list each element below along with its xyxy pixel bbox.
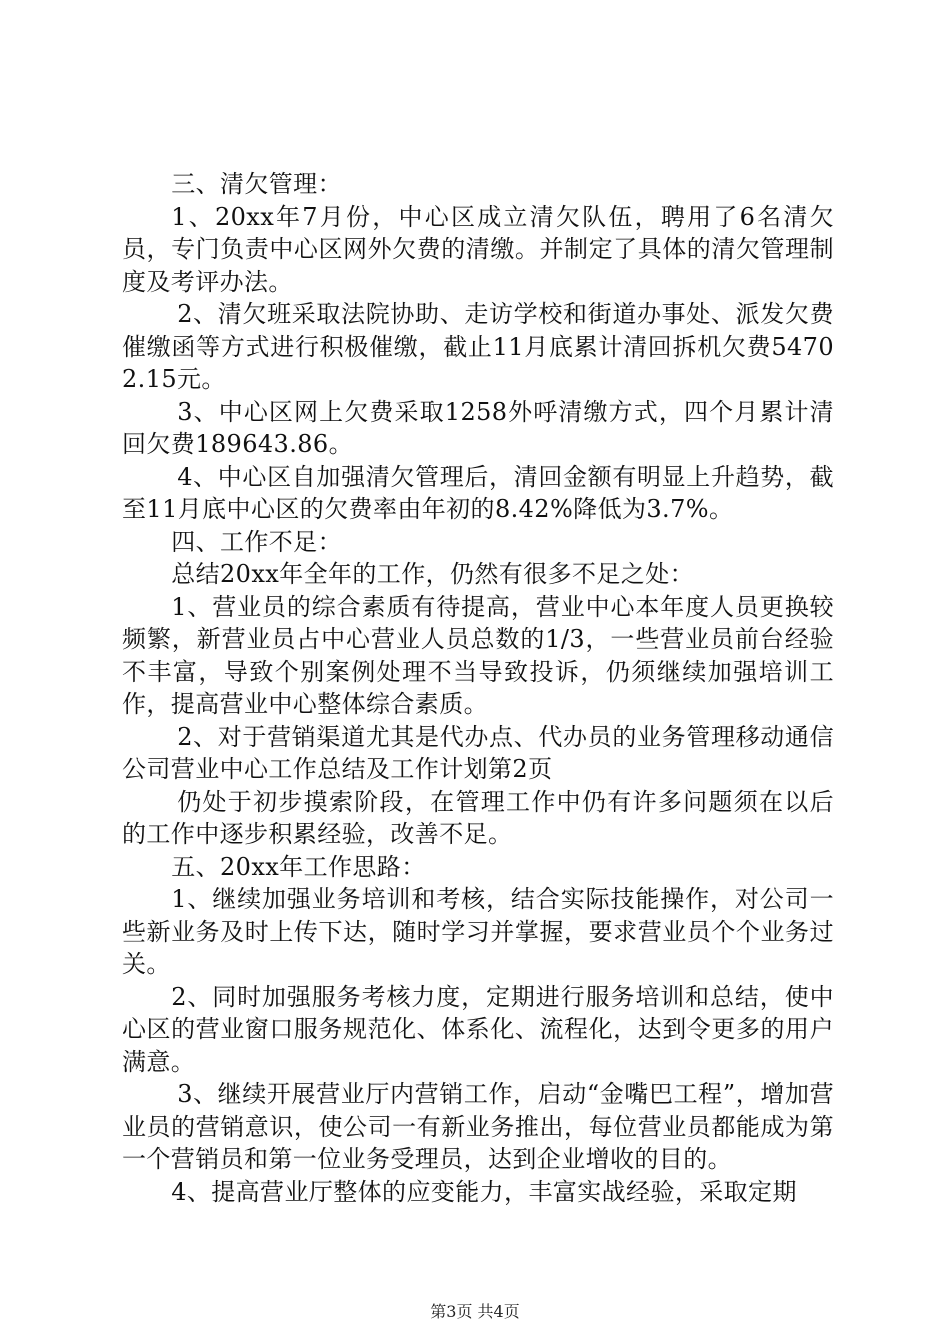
paragraph-debt-team: 1、20xx年7月份，中心区成立清欠队伍，聘用了6名清欠员，专门负责中心区网外欠费的清缴。并制定了具体的清欠管理制度及考评办法。 bbox=[122, 202, 834, 296]
paragraph-service-assessment: 2、同时加强服务考核力度，定期进行服务培训和总结，使中心区的营业窗口服务规范化、体系化、流程化，达到令更多的用户满意。 bbox=[122, 982, 834, 1076]
document-body bbox=[122, 168, 834, 1208]
paragraph-adaptability: 4、提高营业厅整体的应变能力，丰富实战经验，采取定期 bbox=[171, 1177, 797, 1206]
paragraph-exploration-stage: 仍处于初步摸索阶段，在管理工作中仍有许多问题须在以后的工作中逐步积累经验，改善不足。 bbox=[122, 787, 834, 848]
paragraph-debt-rate: 4、中心区自加强清欠管理后，清回金额有明显上升趋势，截至11月底中心区的欠费率由年初的8.42%降低为3.7%。 bbox=[122, 462, 834, 523]
section-heading-shortcomings: 四、工作不足： bbox=[171, 527, 342, 556]
paragraph-shortcomings-summary: 总结20xx年全年的工作，仍然有很多不足之处： bbox=[171, 560, 694, 588]
paragraph-training: 1、继续加强业务培训和考核，结合实际技能操作，对公司一些新业务及时上传下达，随时学习并掌握，要求营业员个个业务过关。 bbox=[122, 885, 834, 978]
paragraph-staff-quality: 1、营业员的综合素质有待提高，营业中心本年度人员更换较频繁，新营业员占中心营业人员总数的1/3，一些营业员前台经验不丰富，导致个别案例处理不当导致投诉，仍须继续加强培训工作，提高营业中心整体综合素质。 bbox=[122, 592, 834, 718]
paragraph-debt-collection-methods: 2、清欠班采取法院协助、走访学校和街道办事处、派发欠费催缴函等方式进行积极催缴，截止11月底累计清回拆机欠费54702.15元。 bbox=[122, 300, 834, 393]
section-heading-debt-management: 三、清欠管理： bbox=[171, 170, 342, 198]
paragraph-channel-management: 2、对于营销渠道尤其是代办点、代办员的业务管理移动通信公司营业中心工作总结及工作计划第2页 bbox=[122, 722, 834, 783]
page-footer: 第3页 共4页 bbox=[430, 1302, 520, 1321]
paragraph-online-debt: 3、中心区网上欠费采取1258外呼清缴方式，四个月累计清回欠费189643.86。 bbox=[122, 397, 834, 458]
paragraph-in-hall-marketing: 3、继续开展营业厅内营销工作，启动“金嘴巴工程”，增加营业员的营销意识，使公司一有新业务推出，每位营业员都能成为第一个营销员和第一位业务受理员，达到企业增收的目的。 bbox=[122, 1080, 834, 1173]
section-heading-work-plan: 五、20xx年工作思路： bbox=[171, 852, 426, 881]
